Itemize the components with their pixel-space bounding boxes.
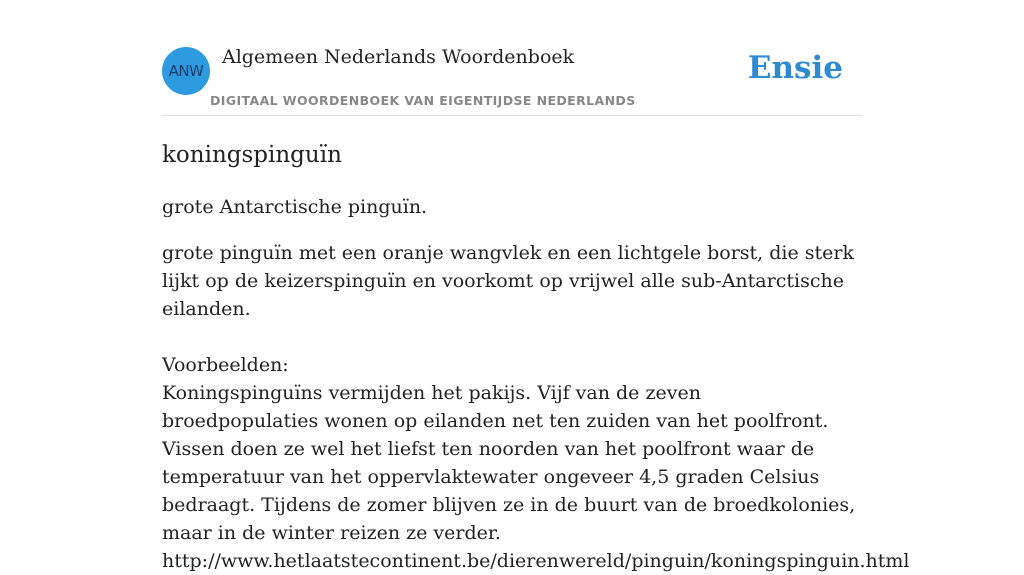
- ensie-brand-logo[interactable]: Ensie: [747, 50, 843, 86]
- long-definition: grote pinguïn met een oranje wangvlek en een lichtgele borst, die sterk lijkt op de keizerspinguïn en voorkomt op vrijwel alle sub-Antarctische eilanden.: [162, 242, 855, 320]
- source-link[interactable]: http://www.hetlaatstecontinent.be/dierenwereld/pinguin/koningspinguin.html: [162, 550, 910, 572]
- entry-content: [162, 139, 910, 575]
- headword: koningspinguïn: [162, 142, 342, 168]
- logo-text: ANW: [168, 62, 204, 80]
- dictionary-subtitle: DIGITAAL WOORDENBOEK VAN EIGENTIJDSE NEDERLANDS: [210, 93, 636, 108]
- examples-label: Voorbeelden:: [162, 354, 289, 376]
- example-text: Koningspinguïns vermijden het pakijs. Vijf van de zeven broedpopulaties wonen op eilanden net ten zuiden van het poolfront. Vissen doen ze wel het liefst ten noorden van het poolfront waar de temperatuur van het oppervlaktewater ongeveer 4,5 graden Celsius bedraagt. Tijdens de zomer blijven ze in de buurt van de broedkolonies, maar in de winter reizen ze verder.: [162, 382, 856, 544]
- dictionary-title[interactable]: Algemeen Nederlands Woordenboek: [222, 46, 575, 68]
- anw-logo[interactable]: [162, 47, 210, 95]
- short-definition: grote Antarctische pinguïn.: [162, 196, 428, 218]
- header-divider: [162, 115, 862, 116]
